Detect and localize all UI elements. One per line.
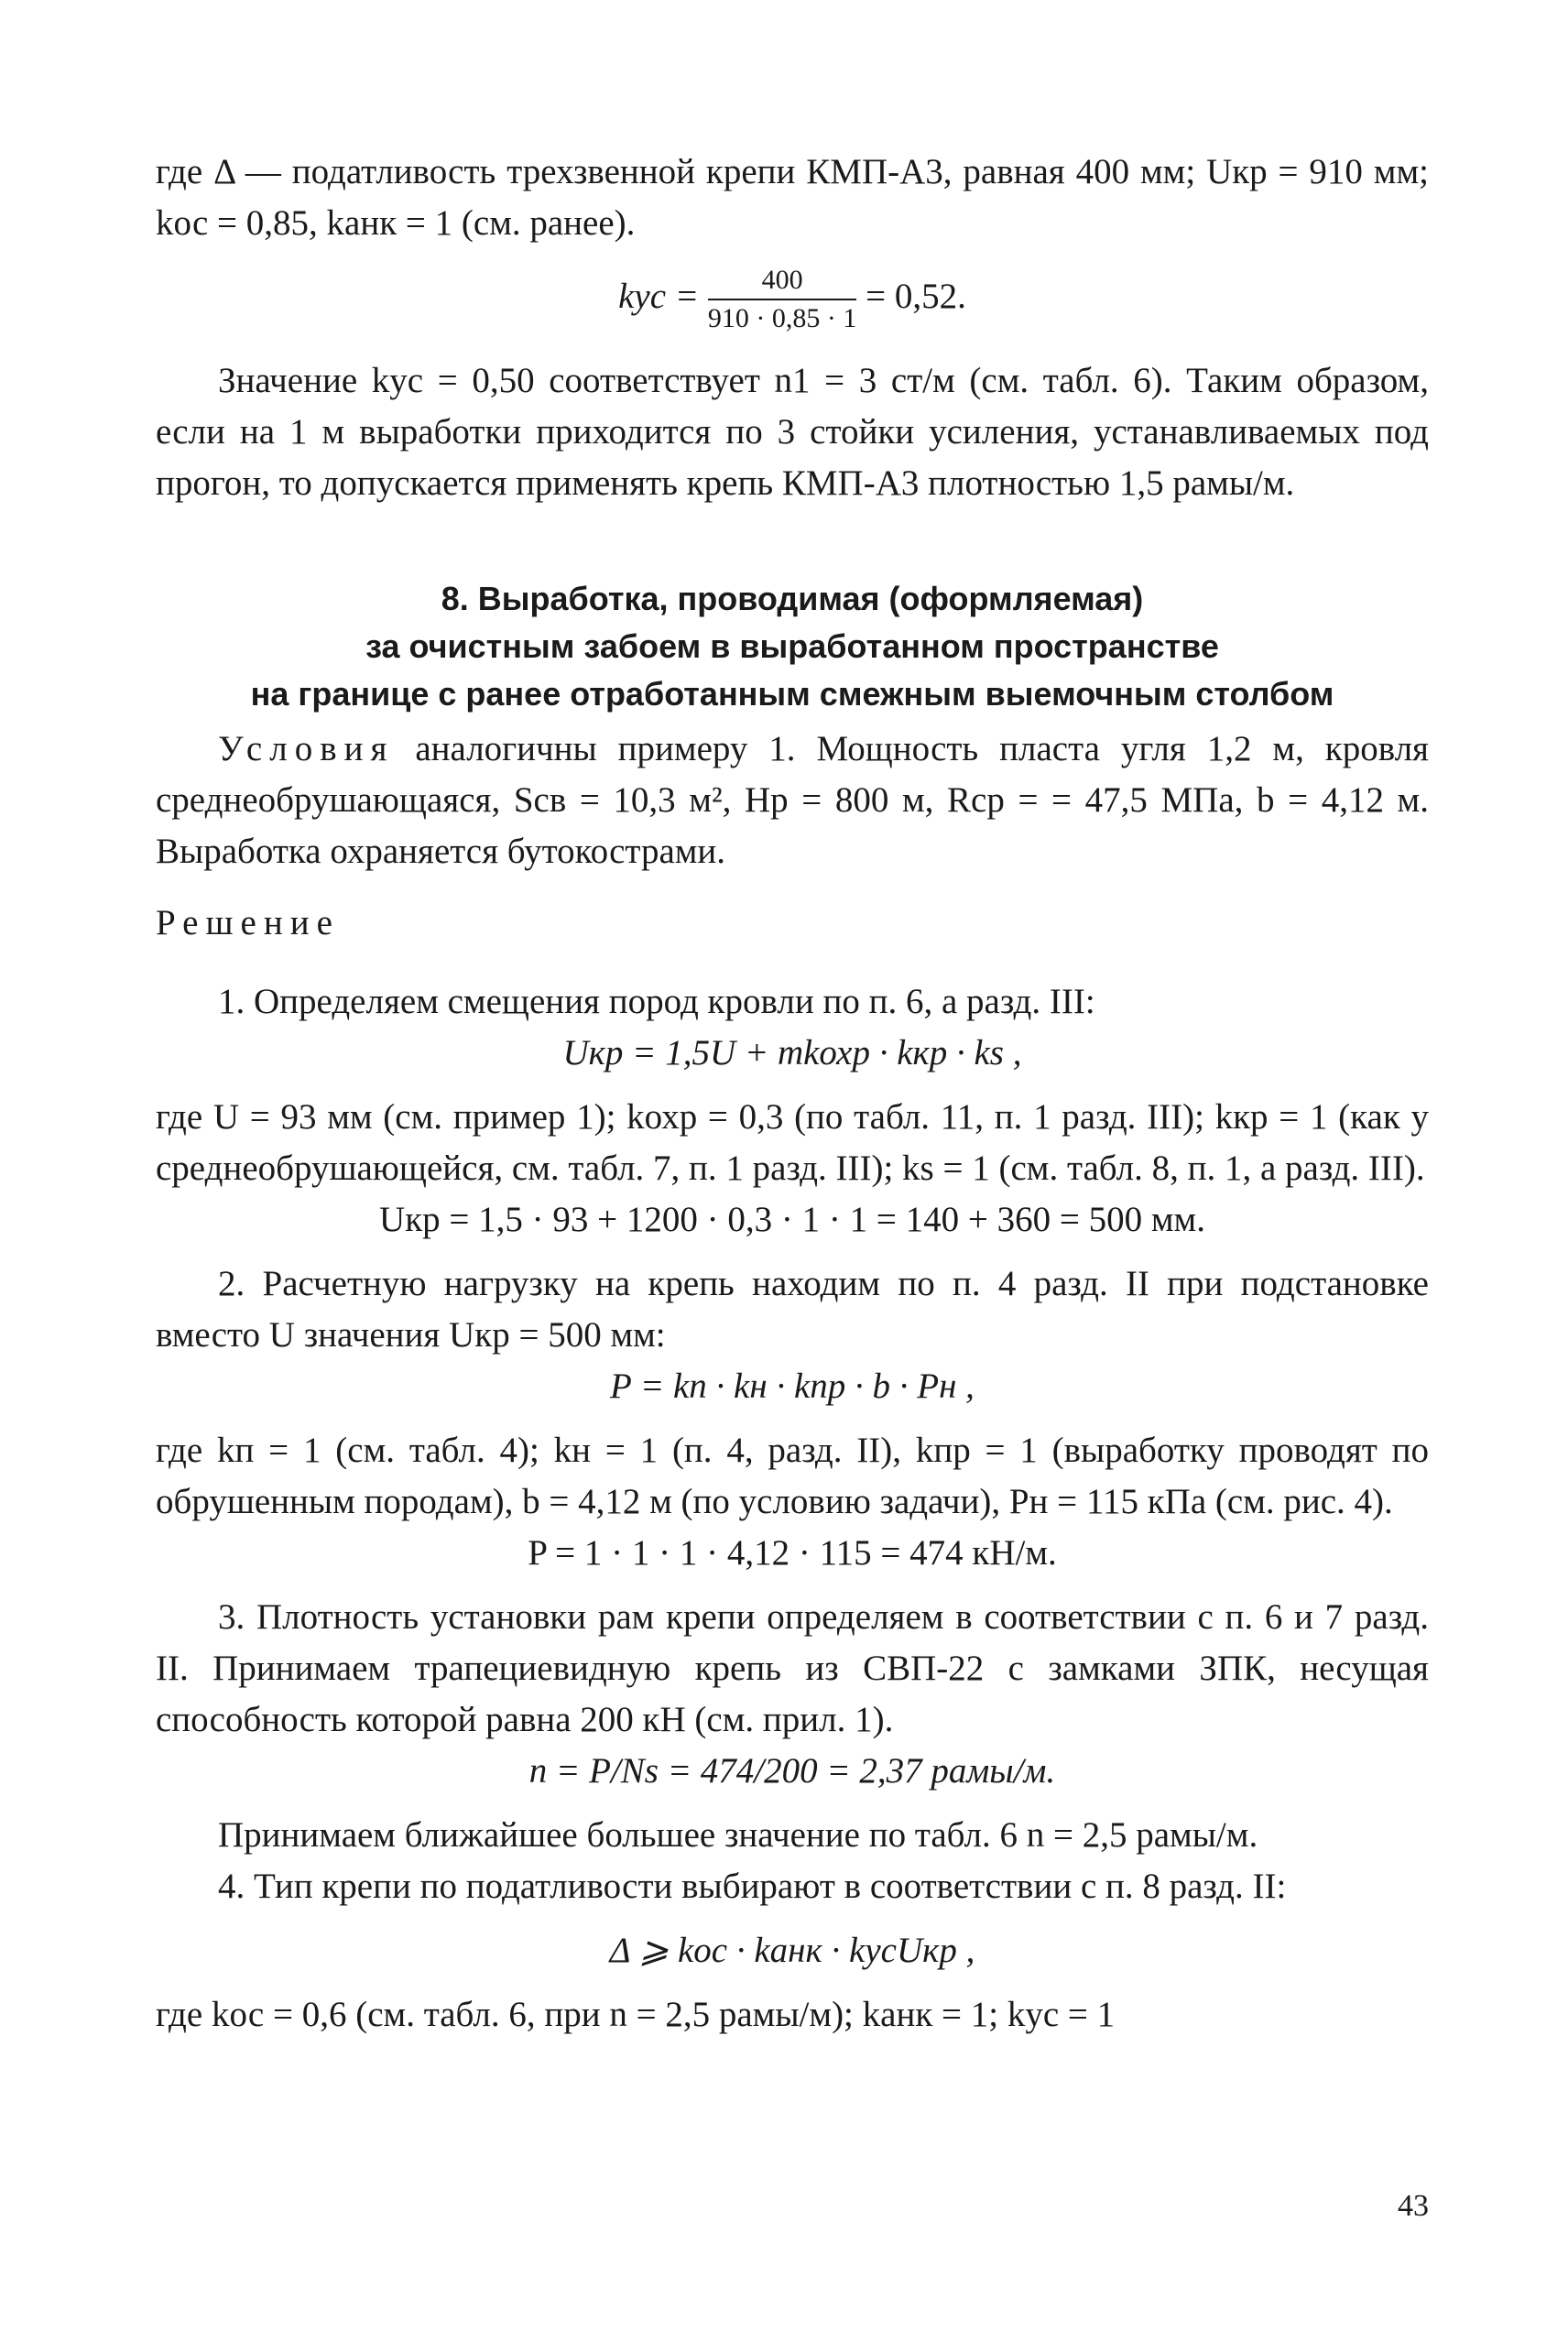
section-title-line-1: 8. Выработка, проводимая (оформляемая): [441, 580, 1144, 617]
step-3-accept: Принимаем ближайшее большее значение по табл. 6 n = 2,5 рамы/м.: [218, 1815, 1258, 1855]
conditions-paragraph: [156, 724, 1429, 877]
kus-numerator: 400: [708, 262, 856, 300]
section-heading: [156, 575, 1429, 718]
step-4-equation: Δ ⩾ kос · kанк · kусUкр ,: [609, 1931, 975, 1970]
intro-line: где Δ — податливость трехзвенной крепи КМП-А3, равная 400 мм; Uкр = 910 мм; kос = 0,85, kанк = 1 (см. ранее).: [156, 152, 1429, 243]
step-1-equation: Uкр = 1,5U + mkохр · kкр · ks ,: [562, 1033, 1022, 1072]
kus-fraction: [708, 262, 856, 337]
kus-denominator: 910 · 0,85 · 1: [707, 303, 857, 333]
step-3: 3. Плотность установки рам крепи определяем в соответствии с п. 6 и 7 разд. II. Принимаем трапециевидную крепь из СВП-22 с замками ЗПК, несущая способность которой равна 200 кН (см. прил. 1).: [156, 1597, 1429, 1739]
step-1: 1. Определяем смещения пород кровли по п. 6, а разд. III:: [218, 982, 1095, 1021]
intro-paragraph: Значение kус = 0,50 соответствует n1 = 3 ст/м (см. табл. 6). Таким образом, если на 1 м выработки приходится по 3 стойки усиления, устанавливаемых под прогон, то допускается применять крепь КМП-А3 плотностью 1,5 рамы/м.: [156, 361, 1429, 503]
step-2-calc: P = 1 · 1 · 1 · 4,12 · 115 = 474 кН/м.: [528, 1533, 1057, 1573]
section-title-line-2: за очистным забоем в выработанном пространстве: [365, 627, 1219, 665]
conditions-text: аналогичны примеру 1. Мощность пласта угля 1,2 м, кровля среднеобрушающаяся, Sсв = 10,3 м², Hр = 800 м, Rср = = 47,5 МПа, b = 4,12 м. Выработка охраняется бутокострами.: [156, 729, 1429, 871]
section-title-line-3: на границе с ранее отработанным смежным выемочным столбом: [250, 675, 1334, 713]
kus-eq-right: = 0,52.: [866, 276, 966, 316]
step-1-where: где U = 93 мм (см. пример 1); kохр = 0,3 (по табл. 11, п. 1 разд. III); kкр = 1 (как у среднеобрушающейся, см. табл. 7, п. 1 разд. III); ks = 1 (см. табл. 8, п. 1, а разд. III).: [156, 1097, 1429, 1188]
step-2: 2. Расчетную нагрузку на крепь находим по п. 4 разд. II при подстановке вместо U значения Uкр = 500 мм:: [156, 1264, 1429, 1355]
intro-block: [156, 147, 1429, 509]
step-4: 4. Тип крепи по податливости выбирают в соответствии с п. 8 разд. II:: [218, 1867, 1287, 1906]
step-2-equation: P = kп · kн · kпр · b · Pн ,: [610, 1366, 975, 1406]
step-4-where: где kос = 0,6 (см. табл. 6, при n = 2,5 рамы/м); kанк = 1; kус = 1: [156, 1995, 1116, 2034]
conditions-block: [156, 724, 1429, 877]
page-number: 43: [1398, 2189, 1429, 2223]
solution-block: [156, 898, 1429, 2041]
step-1-calc: Uкр = 1,5 · 93 + 1200 · 0,3 · 1 · 1 = 140 + 360 = 500 мм.: [379, 1200, 1205, 1239]
solution-label: Решение: [156, 903, 340, 942]
step-3-calc: n = P/Ns = 474/200 = 2,37 рамы/м.: [528, 1751, 1056, 1791]
conditions-label: Условия: [218, 729, 395, 768]
step-2-where: где kп = 1 (см. табл. 4); kн = 1 (п. 4, разд. II), kпр = 1 (выработку проводят по обрушенным породам), b = 4,12 м (по условию задачи), Pн = 115 кПа (см. рис. 4).: [156, 1431, 1429, 1521]
kus-equation: [156, 262, 1429, 337]
kus-eq-left: kус =: [618, 276, 700, 316]
